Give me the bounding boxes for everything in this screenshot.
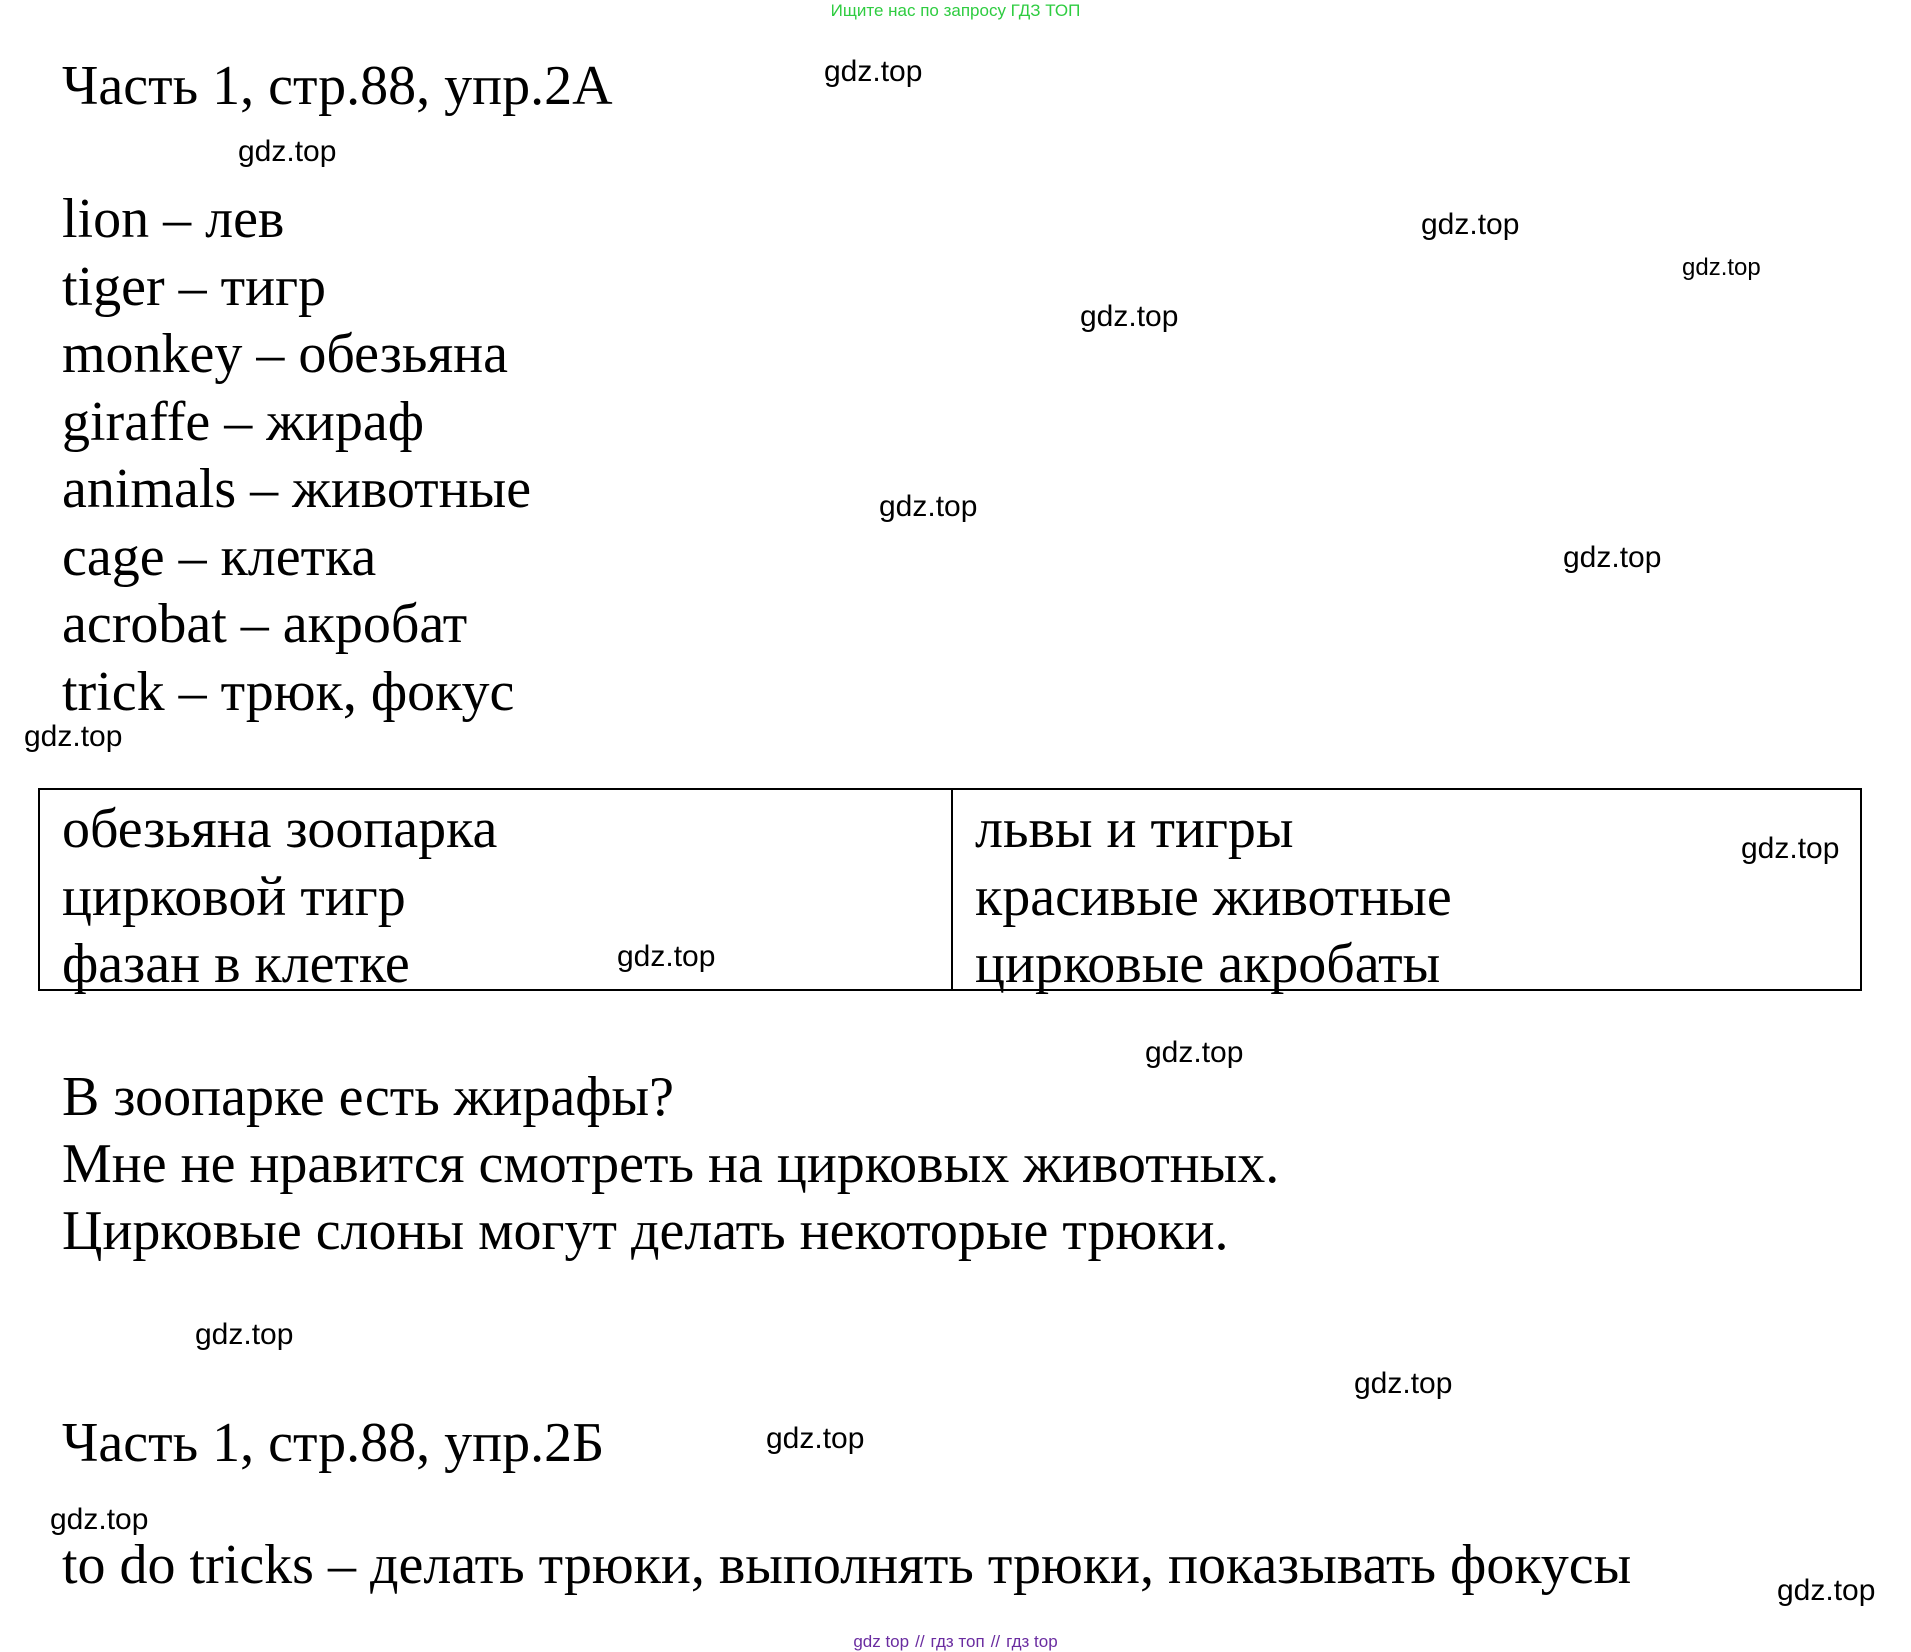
watermark: gdz.top xyxy=(1145,1036,1244,1069)
footer-link[interactable]: гдз топ xyxy=(930,1632,985,1651)
phrase-cell: красивые животные xyxy=(975,865,1452,928)
sentence: Мне не нравится смотреть на цирковых животных. xyxy=(62,1133,1280,1195)
sentence-list xyxy=(62,1064,1279,1265)
footer-separator: // xyxy=(990,1632,1001,1651)
exercise-2b-line: to do tricks – делать трюки, выполнять трюки, показывать фокусы xyxy=(62,1534,1632,1596)
footer-separator: // xyxy=(915,1632,925,1651)
vocab-item: animals – животные xyxy=(62,458,532,520)
watermark: gdz.top xyxy=(238,135,337,168)
phrase-table xyxy=(38,788,1862,995)
vocab-item: monkey – обезьяна xyxy=(62,323,508,385)
phrase-column-right xyxy=(953,790,1860,995)
vocab-item: lion – лев xyxy=(62,188,285,250)
phrase-cell: цирковой тигр xyxy=(62,865,406,928)
phrase-cell: обезьяна зоопарка xyxy=(62,798,498,860)
sentence: В зоопарке есть жирафы? xyxy=(62,1066,675,1128)
watermark: gdz.top xyxy=(1563,541,1662,574)
exercise-2a-heading: Часть 1, стр.88, упр.2А xyxy=(62,55,613,117)
watermark: gdz.top xyxy=(617,940,716,973)
watermark: gdz.top xyxy=(24,720,123,753)
vocab-item: cage – клетка xyxy=(62,525,377,588)
watermark: gdz.top xyxy=(195,1318,294,1351)
watermark: gdz.top xyxy=(1682,254,1761,281)
vocab-item: trick – трюк, фокус xyxy=(62,660,515,723)
watermark: gdz.top xyxy=(824,55,923,88)
vocab-item: tiger – тигр xyxy=(62,255,327,318)
watermark: gdz.top xyxy=(1741,832,1840,865)
phrase-column-left xyxy=(40,790,953,995)
phrase-cell: фазан в клетке xyxy=(62,933,410,995)
footer-links xyxy=(0,1632,1911,1652)
sentence: Цирковые слоны могут делать некоторые трюки. xyxy=(62,1200,1229,1262)
watermark: gdz.top xyxy=(50,1503,149,1536)
watermark: gdz.top xyxy=(1777,1574,1876,1607)
watermark: gdz.top xyxy=(879,490,978,523)
top-banner: Ищите нас по запросу ГДЗ ТОП xyxy=(830,1,1081,20)
vocab-item: giraffe – жираф xyxy=(62,390,425,453)
phrase-cell: цирковые акробаты xyxy=(975,933,1441,995)
watermark: gdz.top xyxy=(766,1422,865,1455)
vocabulary-list xyxy=(62,186,531,726)
watermark: gdz.top xyxy=(1421,208,1520,241)
phrase-cell: львы и тигры xyxy=(975,798,1294,860)
footer-link[interactable]: gdz top xyxy=(853,1632,910,1651)
exercise-2b-heading: Часть 1, стр.88, упр.2Б xyxy=(62,1412,605,1474)
footer-link[interactable]: гдз top xyxy=(1006,1632,1058,1651)
watermark: gdz.top xyxy=(1080,300,1179,333)
vocab-item: acrobat – акробат xyxy=(62,593,468,655)
watermark: gdz.top xyxy=(1354,1367,1453,1400)
